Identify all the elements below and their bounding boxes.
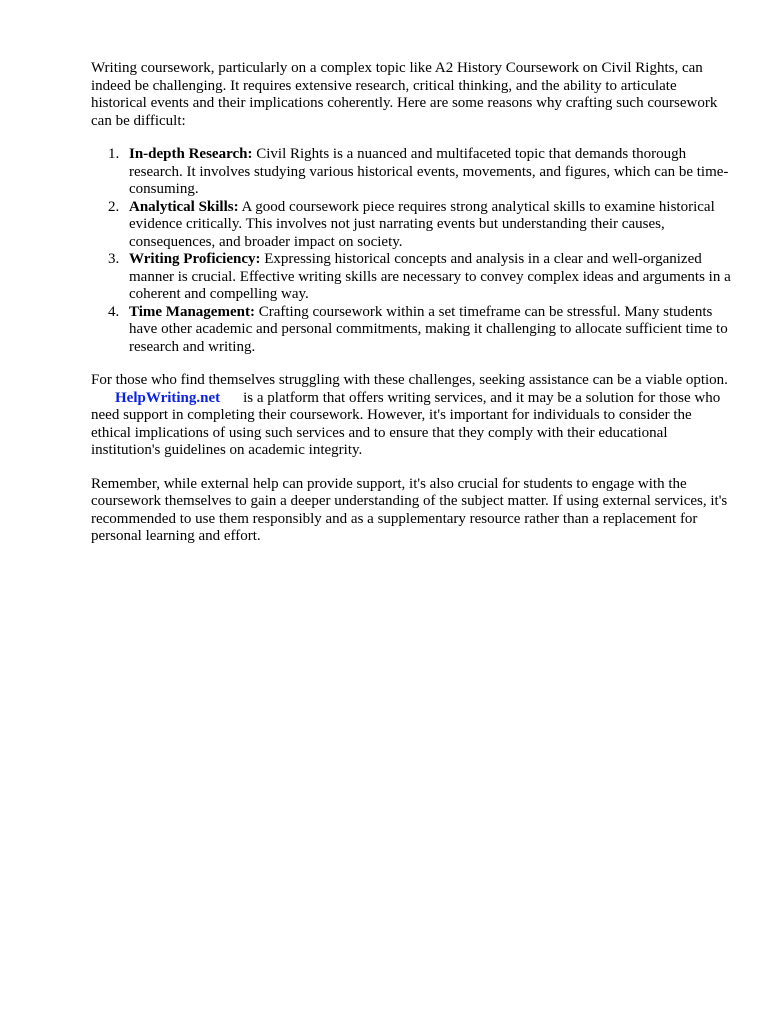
help-paragraph-before: For those who find themselves struggling with these challenges, seeking assistance can be a viable option.	[91, 372, 728, 388]
closing-paragraph: Remember, while external help can provide support, it's also crucial for students to engage with the coursework themselves to gain a deeper understanding of the subject matter. If using external services, it's recommended to use them responsibly and as a supplementary resource rather than a replacement for personal learning and effort.	[91, 475, 728, 544]
list-item-term: Analytical Skills:	[129, 198, 239, 215]
intro-paragraph: Writing coursework, particularly on a complex topic like A2 History Coursework on Civil Rights, can indeed be challenging. It requires extensive research, critical thinking, and the ability to articulate historical events and their implications coherently. Here are some reasons why crafting such coursework can be difficult:	[91, 60, 718, 129]
list-item-number: 2.	[108, 198, 120, 215]
list-item-number: 1.	[108, 146, 120, 162]
help-paragraph	[91, 372, 731, 460]
list-item-writing-proficiency	[91, 251, 731, 304]
list-item-in-depth-research	[91, 146, 731, 199]
document-page	[91, 60, 731, 546]
list-item-text: Expressing historical concepts and analysis in a clear and well-organized manner is crucial. Effective writing skills are necessary to convey complex ideas and arguments in a coherent and compelling way.	[129, 251, 731, 302]
list-item-number: 3.	[108, 251, 120, 267]
list-item-text: A good coursework piece requires strong analytical skills to examine historical evidence critically. This involves not just narrating events but understanding their causes, consequences, and broader impact on society.	[129, 198, 715, 250]
help-paragraph-after: is a platform that offers writing services, and it may be a solution for those who need support in completing their coursework. However, it's important for individuals to consider the ethical implications of using such services and to ensure that they comply with their educational institution's guidelines on academic integrity.	[91, 389, 721, 458]
helpwriting-link[interactable]: HelpWriting.net	[115, 389, 221, 406]
list-item-analytical-skills	[91, 199, 731, 252]
reasons-list	[91, 146, 731, 356]
list-item-time-management	[91, 304, 731, 357]
list-item-text: Civil Rights is a nuanced and multifaceted topic that demands thorough research. It involves studying various historical events, movements, and figures, which can be time-consuming.	[129, 146, 729, 197]
list-item-number: 4.	[108, 303, 120, 320]
list-item-text: Crafting coursework within a set timeframe can be stressful. Many students have other academic and personal commitments, making it challenging to allocate sufficient time to research and writing.	[129, 303, 728, 355]
list-item-term: In-depth Research:	[129, 146, 253, 162]
list-item-term: Writing Proficiency:	[129, 251, 261, 267]
list-item-term: Time Management:	[129, 303, 255, 320]
